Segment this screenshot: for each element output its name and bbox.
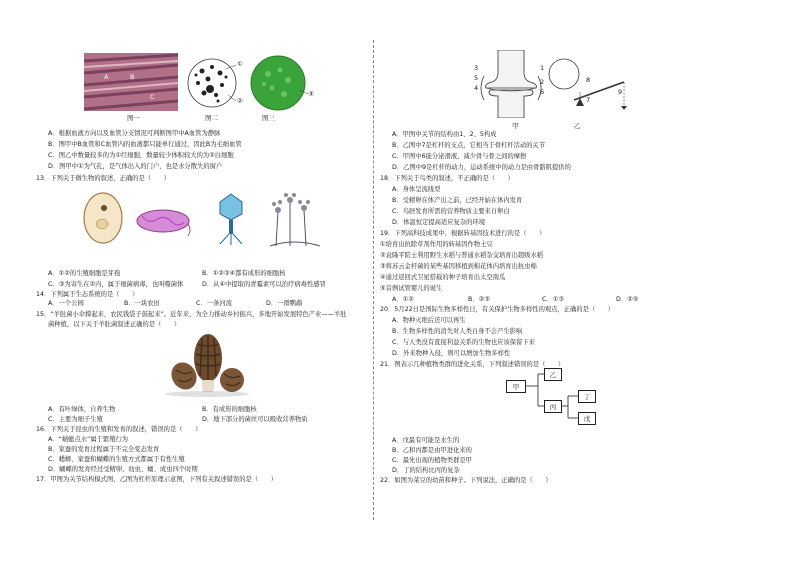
penicillium-icon xyxy=(266,192,322,248)
microbe-bacterium-image xyxy=(132,204,194,238)
q15-stem-line2: 菌种植，以下关于羊肚菌叙述正确的是（ ） xyxy=(48,321,181,328)
q14-option-b: B．一块农田 xyxy=(124,300,160,307)
fig2-label-2: ② xyxy=(237,97,243,105)
q14-option-c: C．一条河流 xyxy=(196,300,232,307)
q16-option-c: C．蟋蟀、家蚕和蝴蝶的生殖方式都属于有性生殖 xyxy=(48,456,185,463)
q19-item-2: ②袁隆平院士利用野生水稻与普通水稻杂交培育出超级水稻 xyxy=(380,252,544,259)
q22-stem: 22．如图为菜豆的幼苗和种子。下列说法，正确的是（ ） xyxy=(380,477,552,484)
q18-option-d: D．体温恒定提高适应复杂的环境 xyxy=(392,219,486,226)
lever-label-8: 8 xyxy=(586,76,591,84)
q19-item-5: ⑤首例试管婴儿的诞生 xyxy=(380,285,443,292)
q12-option-b: B．图甲中B血管和C血管内的血液都只能单行通过，因此B为毛细血管 xyxy=(48,141,242,148)
figure-1-muscle xyxy=(84,53,178,111)
q21-stem: 21．图表示几种植物类群的进化关系，下列叙述错误的是（ ） xyxy=(380,361,565,368)
microbe-penicillium-image xyxy=(266,192,322,248)
q13-stem: 13．下列关于微生物的叙述，正确的是（ ） xyxy=(36,175,170,182)
q13-option-b: B．①②③④都有成形的细胞核 xyxy=(202,270,286,277)
q17-option-d: D．乙图中9是杠杆的动力，运动系统中的动力是由骨骼肌提供的 xyxy=(392,164,571,171)
tree-node-bing: 丙 xyxy=(544,400,562,413)
lever-icon xyxy=(546,52,630,118)
column-divider xyxy=(373,40,374,520)
q18-option-c: C．鸟胚发育所需的营养物质主要来自卵白 xyxy=(392,208,510,215)
joint-label-5: 5 xyxy=(474,74,479,82)
yeast-cell-icon xyxy=(82,190,124,245)
q12-option-d: D．图甲中①为气孔，是气体出入的门户，也是水分散失的窗户 xyxy=(48,163,223,170)
q21-option-c: C．最先出现的植物类群是甲 xyxy=(392,457,472,464)
lever-label-7: 7 xyxy=(586,96,591,104)
q13-option-a: A．①②的生殖细胞是芽孢 xyxy=(48,270,121,277)
tree-node-yi: 乙 xyxy=(544,368,562,381)
lever-diagram xyxy=(546,52,630,118)
q16-option-d: D．蝴蝶的发育经过受精卵、幼虫、蛹、成虫四个时期 xyxy=(48,466,198,473)
q14-option-d: D．一群鹦鹉 xyxy=(266,300,303,307)
q20-stem: 20．5月22日是国际生物多样性日，有关保护生物多样性的观点，正确的是（ ） xyxy=(380,306,615,313)
fig1-caption: 图一 xyxy=(127,114,140,122)
q12-option-a: A．根据血液方向以及血管分支情况可判断图甲中A血管为静脉 xyxy=(48,130,221,137)
q18-option-b: B．受精卵在体产出之前，已经开始在体内发育 xyxy=(392,197,523,204)
q17-stem: 17．甲图为关节结构模式图，乙图为杠杆原理示意图，下列有关叙述错误的是（ ） xyxy=(36,476,277,483)
leaf-cells-image xyxy=(250,54,314,112)
figure-3-leaf-cells xyxy=(250,54,314,112)
q12-option-c: C．图乙中数量较多的为①红细胞，数量较少体积较大的为②白细胞 xyxy=(48,152,234,159)
q19-option-c: C．①③ xyxy=(542,296,564,303)
q13-option-d: D．从④中提取的青霉素可以治疗病毒性感冒 xyxy=(202,281,326,288)
tree-node-ding: 丁 xyxy=(578,390,596,403)
q16-stem: 16．下列关于昆虫的生殖和发育的叙述，错误的是（ ） xyxy=(36,426,202,433)
knee-joint-icon xyxy=(476,50,546,118)
microbe-phage-image xyxy=(214,192,248,246)
phage-icon xyxy=(214,192,248,246)
q15-option-c: C．主要为细子生殖 xyxy=(48,416,103,423)
q21-option-a: A．戊最有可能是水生的 xyxy=(392,437,460,444)
fig1-label-b: B xyxy=(130,73,135,81)
q13-option-c: C．③为寄生在②内，属于细菌病毒，也叫噬菌体 xyxy=(48,281,184,288)
q15-option-d: D．地下部分的菌丝可以吸收营养物质 xyxy=(202,416,308,423)
q19-option-a: A．①② xyxy=(392,296,414,303)
joint-label-2: 2 xyxy=(540,78,545,86)
q17-option-b: B．乙图中7是杠杆的支点，它相当于骨杠杆活动的关节 xyxy=(392,142,546,149)
q17-option-a: A．甲图中关节的结构由1、2、5构成 xyxy=(392,131,497,138)
q19-item-1: ①培育出抗除草剂作用的转基因作物土豆 xyxy=(380,241,493,248)
fig3-caption: 图三 xyxy=(262,114,275,122)
q18-option-a: A．身体呈流线型 xyxy=(392,186,441,193)
q16-option-a: A．“蜻蜓点水”属于繁殖行为 xyxy=(48,436,129,443)
fig1-label-c: C xyxy=(150,93,155,101)
q20-option-c: C．与人类没有直接利益关系的生物也应该保留下来 xyxy=(392,339,535,346)
joint-diagram xyxy=(476,50,546,118)
q20-option-b: B．生物多样性的消失对人类自身不会产生影响 xyxy=(392,328,523,335)
q15-option-b: B．有成形的细胞核 xyxy=(202,406,257,413)
fig2-caption: 图二 xyxy=(205,114,218,122)
q15-option-a: A．有叶绿体，自养生物 xyxy=(48,406,116,413)
q19-option-d: D．②⑤ xyxy=(616,296,639,303)
joint-label-1: 1 xyxy=(540,64,545,72)
q20-option-a: A．物种灭绝后还可以再生 xyxy=(392,317,466,324)
fig2-label-1: ① xyxy=(237,60,243,68)
tree-node-jia: 甲 xyxy=(506,380,526,393)
joint-label-3: 3 xyxy=(474,64,479,72)
q19-option-b: B．②③ xyxy=(468,296,490,303)
muscle-tissue-image xyxy=(84,53,178,111)
q19-item-4: ④通过返回式卫星搭载的种子培育出太空南瓜 xyxy=(380,274,506,281)
tree-node-wu: 戊 xyxy=(578,412,596,425)
joint-caption: 甲 xyxy=(512,122,519,130)
microbe-yeast-image xyxy=(82,190,124,245)
evolution-tree xyxy=(500,366,620,426)
figure-2-blood-cells xyxy=(182,55,246,111)
q15-stem-line1: 15．“羊肚菌小伞撑起来，农民钱袋子鼓起来”。近年来，为全力推动乡村振兴，多地开始发展特色产业——羊肚 xyxy=(36,311,347,318)
fig1-label-a: A xyxy=(104,73,109,81)
lever-caption: 乙 xyxy=(574,122,581,130)
lever-label-9: 9 xyxy=(618,88,623,96)
q20-option-d: D．外来物种入侵，则可以增加生物多样性 xyxy=(392,350,511,357)
morel-mushroom-image xyxy=(152,330,252,398)
morel-mushroom-icon xyxy=(152,330,252,398)
q21-option-d: D．丁的结构比丙的复杂 xyxy=(392,467,460,474)
q14-stem: 14．下列属于生态系统的是（ ） xyxy=(36,291,139,298)
joint-label-6: 6 xyxy=(540,88,545,96)
q19-item-3: ③将苏云金杆菌的某些基因移植到棉花体内培育出抗虫棉 xyxy=(380,263,537,270)
joint-label-4: 4 xyxy=(474,84,479,92)
q18-stem: 18．下列关于鸟类的叙述，不正确的是（ ） xyxy=(380,175,514,182)
fig3-label-3: ③ xyxy=(308,90,314,98)
q19-stem: 19．下列高科技成果中，根据转基因技术进行的是（ ） xyxy=(380,230,546,237)
q21-option-b: B．乙和丙都是由甲进化来的 xyxy=(392,447,472,454)
q17-option-c: C．甲图中6能分泌滑液，减少骨与骨之间的摩擦 xyxy=(392,153,527,160)
q14-option-a: A．一个公园 xyxy=(48,300,84,307)
bacterium-icon xyxy=(132,204,194,238)
q16-option-b: B．家蚕的发育过程属于不完全变态发育 xyxy=(48,446,160,453)
